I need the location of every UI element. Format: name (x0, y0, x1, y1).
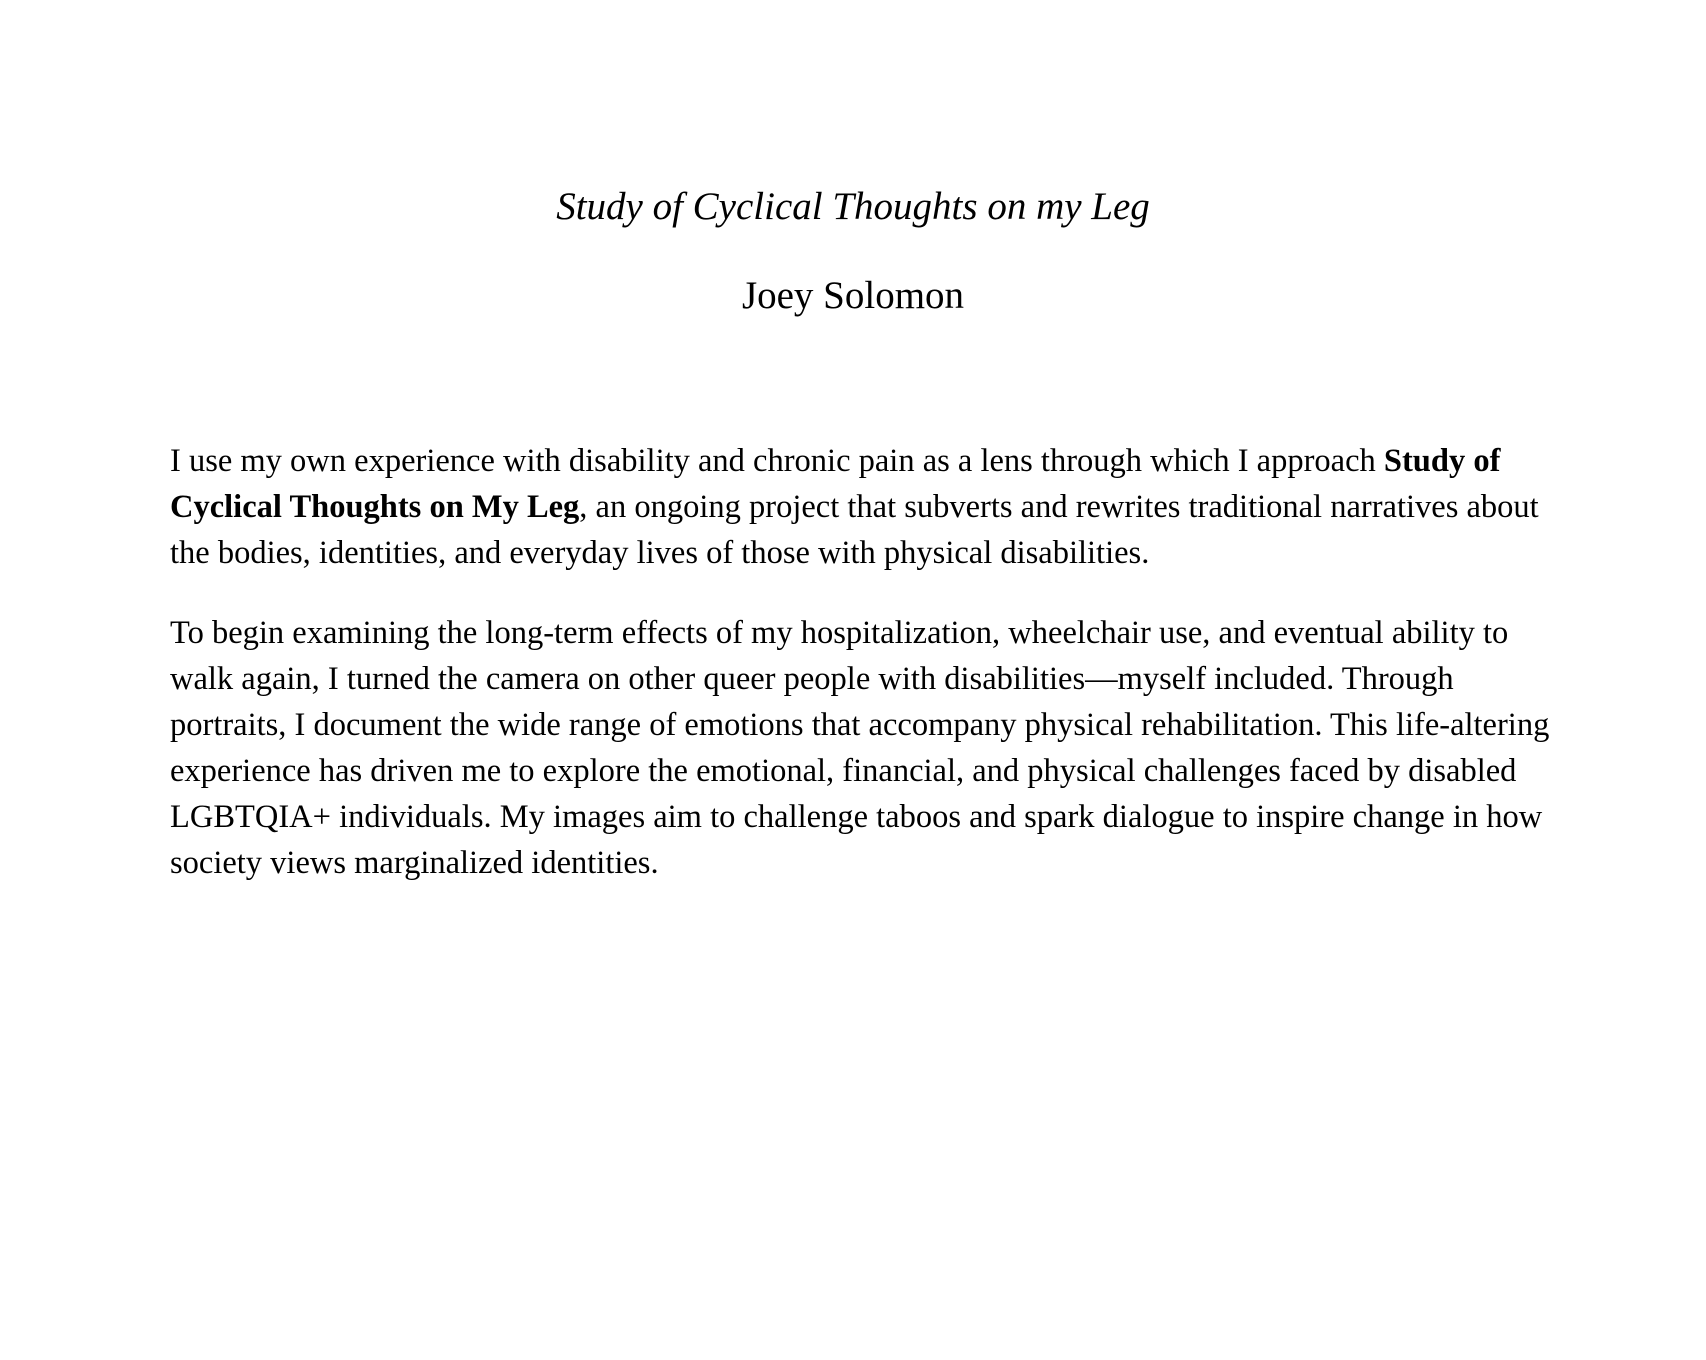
paragraph-1-lead: I use my own experience with disability and chronic pain as a lens through which I approach (170, 443, 1384, 479)
paragraph-1-bold-title: Study of Cyclical Thoughts on My Leg (170, 443, 1501, 525)
paragraph-1-rest: , an ongoing project that subverts and rewrites traditional narratives about the bodies, identities, and everyday lives of those with physical disabilities. (170, 489, 1539, 571)
document-title-text: Study of Cyclical Thoughts on my Leg (556, 185, 1150, 228)
statement-paragraph-2: To begin examining the long-term effects of my hospitalization, wheelchair use, and eventual ability to walk again, I turned the camera on other queer people with disabilities—myself included. Through portraits, I document the wide range of emotions that accompany physical rehabilitation. This life-altering experience has driven me to explore the emotional, financial, and physical challenges faced by disabled LGBTQIA+ individuals. My images aim to challenge taboos and spark dialogue to inspire change in how society views marginalized identities. (170, 615, 1550, 881)
statement-paragraph-1 (170, 438, 1550, 576)
artist-statement (170, 438, 1550, 886)
author-name: Joey Solomon (741, 274, 965, 317)
document-title (0, 184, 1706, 230)
